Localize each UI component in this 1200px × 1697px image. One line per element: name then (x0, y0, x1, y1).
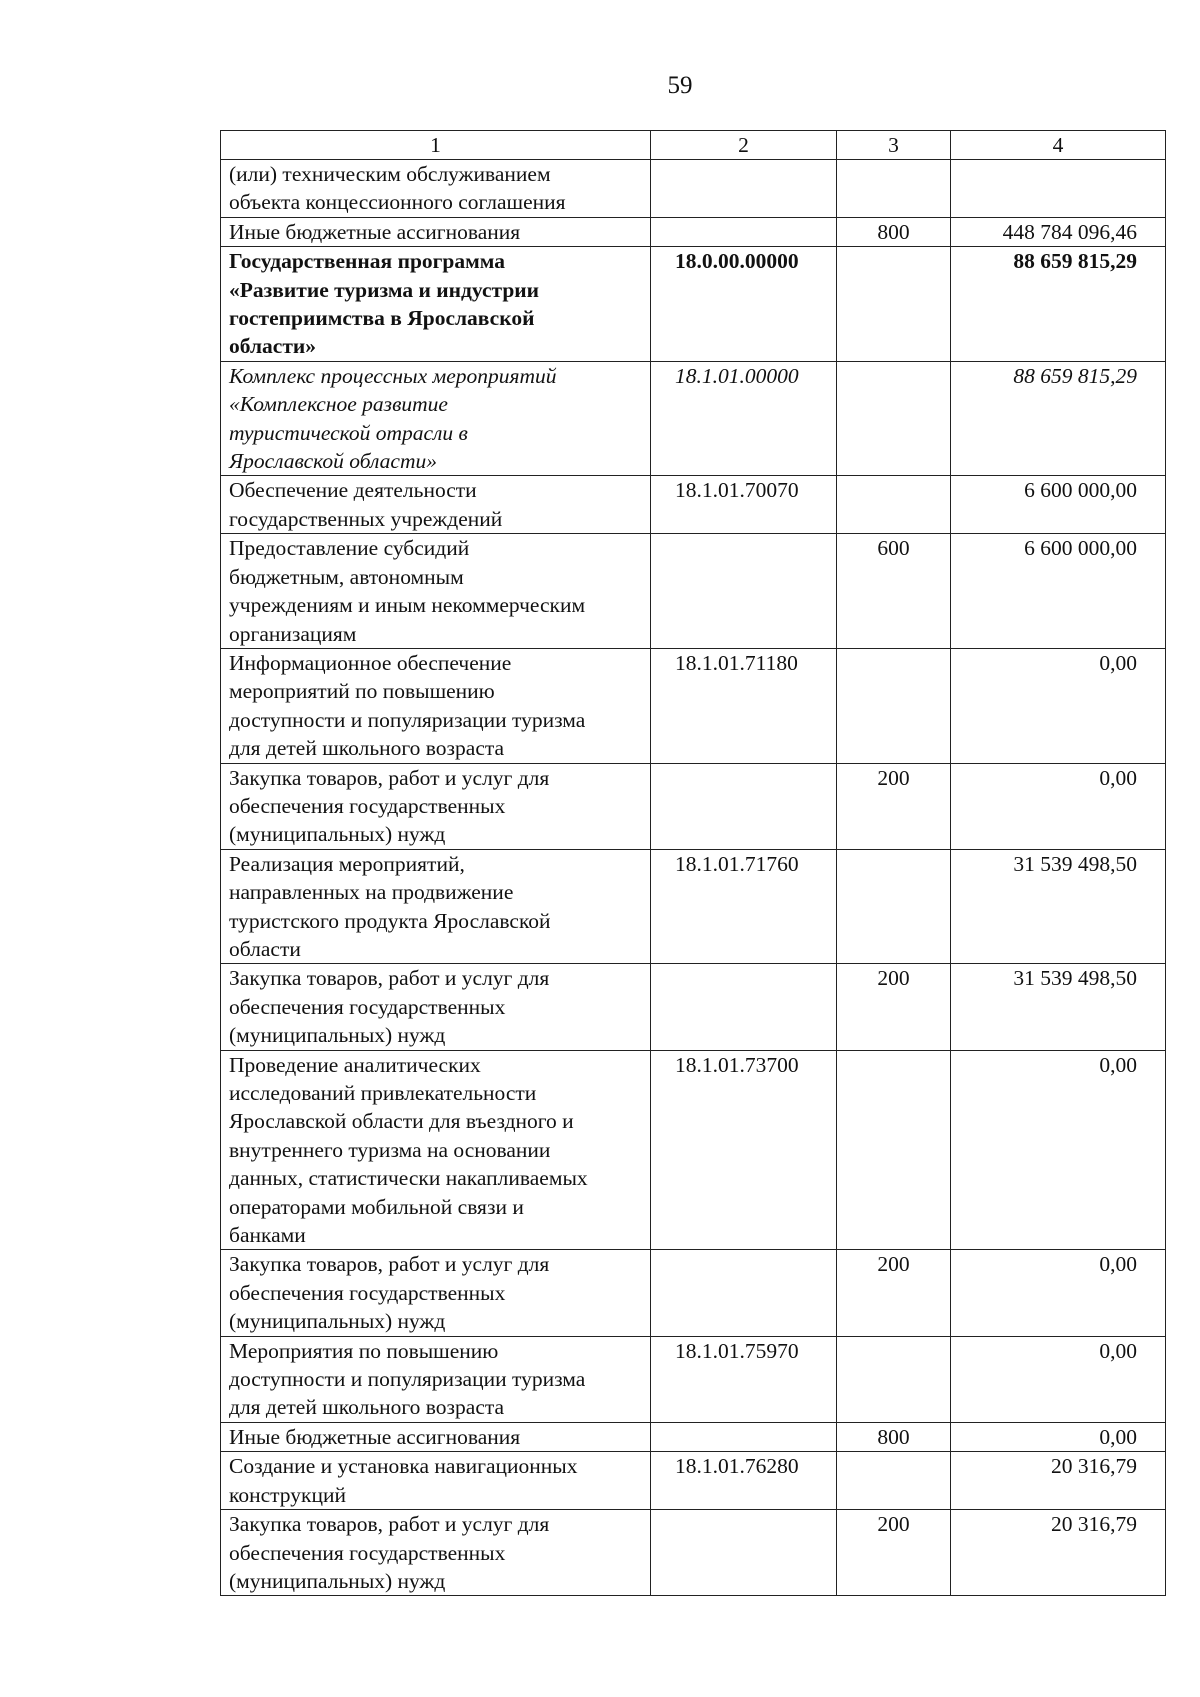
item-name-cell: Государственная программа «Развитие туризма и индустрии гостеприимства в Ярославской области» (221, 247, 651, 362)
table-row (221, 1422, 1166, 1451)
table-row (221, 763, 1166, 849)
table-row (221, 1050, 1166, 1250)
table-row (221, 964, 1166, 1050)
table-row (221, 648, 1166, 763)
target-code-cell (651, 1422, 837, 1451)
column-header: 2 (651, 131, 837, 160)
expense-type-cell: 800 (837, 1422, 951, 1451)
amount-cell: 88 659 815,29 (951, 361, 1166, 476)
table-row (221, 1452, 1166, 1510)
table-header-row (221, 131, 1166, 160)
item-name-cell: Закупка товаров, работ и услуг для обеспечения государственных (муниципальных) нужд (221, 1250, 651, 1336)
item-name-cell: Мероприятия по повышению доступности и популяризации туризма для детей школьного возраста (221, 1336, 651, 1422)
amount-cell: 0,00 (951, 1250, 1166, 1336)
amount-cell: 448 784 096,46 (951, 217, 1166, 246)
item-name-cell: Информационное обеспечение мероприятий по повышению доступности и популяризации туризма для детей школьного возраста (221, 648, 651, 763)
expense-type-cell (837, 648, 951, 763)
target-code-cell: 18.1.01.76280 (651, 1452, 837, 1510)
item-name-cell: Иные бюджетные ассигнования (221, 1422, 651, 1451)
table-row (221, 1336, 1166, 1422)
amount-cell: 0,00 (951, 763, 1166, 849)
expense-type-cell (837, 849, 951, 964)
expense-type-cell (837, 476, 951, 534)
budget-table-body (221, 131, 1166, 1596)
expense-type-cell: 200 (837, 1510, 951, 1596)
expense-type-cell: 200 (837, 964, 951, 1050)
target-code-cell: 18.1.01.73700 (651, 1050, 837, 1250)
table-row (221, 1510, 1166, 1596)
item-name-cell: Создание и установка навигационных конструкций (221, 1452, 651, 1510)
item-name-cell: Комплекс процессных мероприятий «Комплексное развитие туристической отрасли в Ярославской области» (221, 361, 651, 476)
amount-cell: 31 539 498,50 (951, 964, 1166, 1050)
target-code-cell (651, 964, 837, 1050)
table-row (221, 1250, 1166, 1336)
expense-type-cell (837, 160, 951, 218)
item-name-cell: Предоставление субсидий бюджетным, автономным учреждениям и иным некоммерческим организациям (221, 534, 651, 649)
amount-cell (951, 160, 1166, 218)
amount-cell: 6 600 000,00 (951, 476, 1166, 534)
column-header: 1 (221, 131, 651, 160)
target-code-cell (651, 160, 837, 218)
item-name-cell: (или) техническим обслуживанием объекта концессионного соглашения (221, 160, 651, 218)
amount-cell: 31 539 498,50 (951, 849, 1166, 964)
target-code-cell: 18.0.00.00000 (651, 247, 837, 362)
target-code-cell: 18.1.01.75970 (651, 1336, 837, 1422)
expense-type-cell (837, 361, 951, 476)
item-name-cell: Обеспечение деятельности государственных учреждений (221, 476, 651, 534)
amount-cell: 20 316,79 (951, 1510, 1166, 1596)
expense-type-cell: 800 (837, 217, 951, 246)
item-name-cell: Реализация мероприятий, направленных на продвижение туристского продукта Ярославской области (221, 849, 651, 964)
item-name-cell: Иные бюджетные ассигнования (221, 217, 651, 246)
expense-type-cell: 200 (837, 1250, 951, 1336)
amount-cell: 6 600 000,00 (951, 534, 1166, 649)
target-code-cell (651, 763, 837, 849)
item-name-cell: Проведение аналитических исследований привлекательности Ярославской области для въездного и внутреннего туризма на основании данных, статистически накапливаемых операторами мобильной связи и банками (221, 1050, 651, 1250)
table-row (221, 247, 1166, 362)
expense-type-cell (837, 1452, 951, 1510)
expense-type-cell: 200 (837, 763, 951, 849)
target-code-cell (651, 1250, 837, 1336)
amount-cell: 0,00 (951, 648, 1166, 763)
item-name-cell: Закупка товаров, работ и услуг для обеспечения государственных (муниципальных) нужд (221, 964, 651, 1050)
target-code-cell: 18.1.01.71180 (651, 648, 837, 763)
expense-type-cell: 600 (837, 534, 951, 649)
target-code-cell: 18.1.01.00000 (651, 361, 837, 476)
expense-type-cell (837, 1050, 951, 1250)
expense-type-cell (837, 247, 951, 362)
amount-cell: 0,00 (951, 1422, 1166, 1451)
target-code-cell (651, 534, 837, 649)
page-number: 59 (667, 72, 693, 99)
target-code-cell (651, 217, 837, 246)
amount-cell: 88 659 815,29 (951, 247, 1166, 362)
table-row (221, 361, 1166, 476)
expense-type-cell (837, 1336, 951, 1422)
column-header: 3 (837, 131, 951, 160)
budget-table (220, 130, 1166, 1596)
item-name-cell: Закупка товаров, работ и услуг для обеспечения государственных (муниципальных) нужд (221, 763, 651, 849)
amount-cell: 0,00 (951, 1336, 1166, 1422)
target-code-cell: 18.1.01.71760 (651, 849, 837, 964)
table-row (221, 849, 1166, 964)
target-code-cell (651, 1510, 837, 1596)
column-header: 4 (951, 131, 1166, 160)
amount-cell: 0,00 (951, 1050, 1166, 1250)
item-name-cell: Закупка товаров, работ и услуг для обеспечения государственных (муниципальных) нужд (221, 1510, 651, 1596)
amount-cell: 20 316,79 (951, 1452, 1166, 1510)
table-row (221, 217, 1166, 246)
target-code-cell: 18.1.01.70070 (651, 476, 837, 534)
table-row (221, 534, 1166, 649)
table-row (221, 160, 1166, 218)
table-row (221, 476, 1166, 534)
